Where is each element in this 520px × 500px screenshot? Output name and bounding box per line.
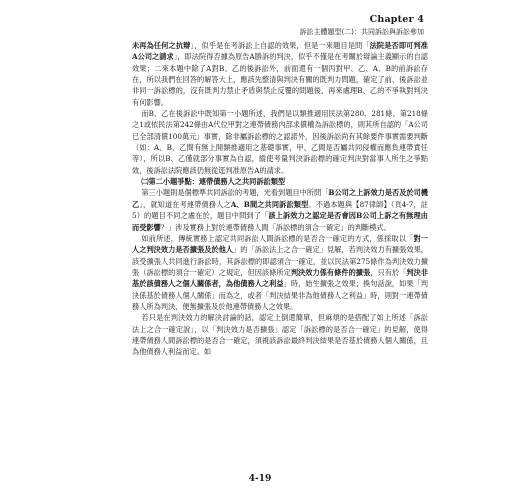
emphasis-text: 判決效力係有條件的擴張 bbox=[290, 267, 371, 277]
paragraph-3 bbox=[132, 187, 428, 232]
chapter-label: Chapter 4 bbox=[369, 14, 424, 25]
body-text: 」，就知道在考連帶債務人之 bbox=[139, 199, 231, 209]
paragraph-1 bbox=[132, 40, 428, 108]
emphasis-text: 該上訴效力之認定是否會因B公司上訴之有無理由而受影響 bbox=[132, 211, 428, 232]
paragraph-5: 若只是在判決效力的解決討論的話，認定上倒還簡單，但麻煩的是搭配了如上所述「訴訟法上之合一確定說」，以「判決效力是否擴張」認定「訴訟標的是否合一確定」的見解，使得連帶債務人間訴訟標的是否合一確定，須視該訴訟最終判決結果是否基於債務人個人關係，且為他債務人利益而定。如 bbox=[132, 313, 428, 357]
body-text: ，只有於「 bbox=[370, 267, 407, 277]
body-text: 」時，始生擴張之效果；換句話說，如果「判決係基於債務人個人關係」而為之，或者「判決結果非為他債務人之利益」時，則對一連帶債務人所為判決，便無擴張及於他連帶債務人之效果。 bbox=[132, 279, 428, 311]
emphasis-text: 未再為任何之抗辯 bbox=[132, 41, 191, 50]
emphasis-text: B公司之上訴效力是否及於司機乙 bbox=[132, 188, 428, 209]
body-text: 顯示的自認效果；二來本題中除了A對B、乙的後訴訟外，前面還有一個丙對甲、乙、A、B的前訴訟存在，所以我們在回答的解答大上，應該先整清與判決有關的既判力問題，確定了前、後訴訟並非同一訴訟標的，沒有既判力禁止矛盾與禁止反覆的問題後，再來處理B、乙的不爭執對判決有何影響。 bbox=[132, 52, 428, 107]
body-text: 」，似乎是在考訴訟上自認的效果，但是一來題目是問「 bbox=[190, 41, 370, 50]
emphasis-text: A、B間之共同訴訟類型 bbox=[230, 199, 309, 209]
body-text: 」的「訴訟法上之合一確定」見解，若判決效力有擴張效果，該受擴張人共同進行訴訟時，其訴訟標的即認須合一確定，並以民法第275條作為判決效力擴張（訴訟標的須合一確定）之規定，但因該條所定 bbox=[132, 245, 428, 277]
body-text: 第三小題則是個標準共同訴訟的考題，光看到題目中所問「 bbox=[141, 188, 329, 198]
paragraph-4 bbox=[132, 233, 428, 312]
paragraph-2: 而B、乙在後訴訟中既知第一小題所述，我們是以類推適用民法第280、281條、第218條之1或依民法第242條由A代位甲對之連帶債務內部求償權為訴訟標的，則其所自認的「A公司已全部清償100萬元」事實，除非屬訴訟標的之認諾外，因後訴訟尚有其餘要件事實需要判斷（如：A、B、乙間有無上開類推適用之基礎事實，甲、乙間是否屬共同侵權而應負連帶責任等），所以B、乙僅就部分事實為自認，縱使考量判決訴訟標的確定判決對當事人所生之爭點效，後訴訟法院應該仍無從逕判准原告A的請求。 bbox=[132, 109, 428, 175]
emphasis-text: 對一人之判決效力是否擴張及於他人 bbox=[132, 233, 428, 255]
page-body bbox=[132, 40, 428, 358]
running-header bbox=[300, 14, 424, 37]
body-text: ？」涉及實務上對於連帶債務人間「訴訟標的須合一確定」的判斷模式。 bbox=[160, 222, 391, 232]
body-text: 」，即法院得否據為原告A勝訴的判決，似乎不僅是在考關於辯論主義 bbox=[173, 52, 392, 62]
body-text: 。不過本題與【87律師】（頁4-7，註5）的題目不同之處在於，題目中問到了「 bbox=[132, 199, 428, 221]
section-heading: ㈡第二小題爭點：連帶債務人之共同訴訟類型 bbox=[141, 177, 286, 187]
emphasis-text: 判決非基於該債務人之個人關係者，為他債務人之利益 bbox=[132, 267, 428, 289]
page-number: 4-19 bbox=[248, 474, 272, 484]
emphasis-text: 法院是否即可判准A公司之請求 bbox=[132, 41, 428, 62]
body-text: 如前所述，傳統實務上認定共同訴訟人間訴訟標的是否合一確定的方式，係採取以「 bbox=[141, 233, 414, 243]
chapter-subtitle: 訴訟主體題型(二)：共同訴訟與訴訟參加 bbox=[299, 28, 424, 36]
